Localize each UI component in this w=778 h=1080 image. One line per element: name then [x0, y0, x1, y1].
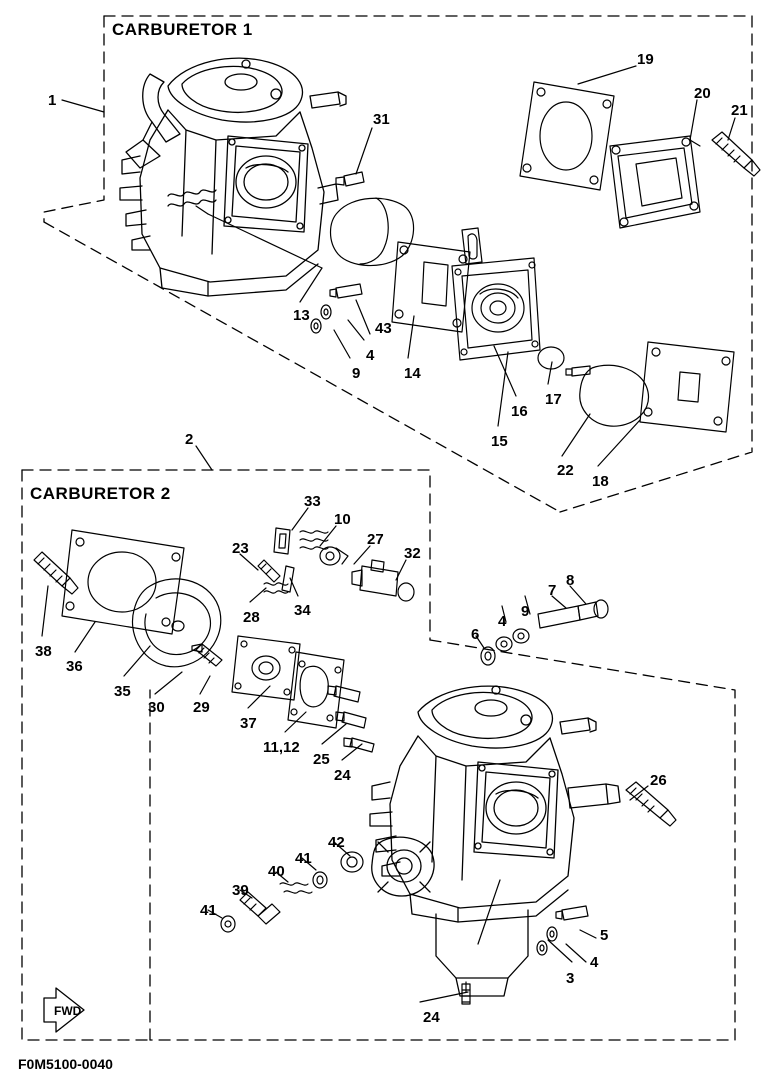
callout-35[interactable]: 35 [114, 683, 131, 700]
carburetor-2-body [370, 686, 620, 996]
callout-9-upper[interactable]: 9 [352, 365, 361, 382]
callout-33[interactable]: 33 [304, 493, 321, 510]
fwd-label: FWD [54, 1004, 82, 1018]
callout-39[interactable]: 39 [232, 882, 249, 899]
part-31-screw [336, 172, 364, 186]
group-title-carburetor-1: CARBURETOR 1 [112, 20, 253, 39]
part-36-gasket [62, 530, 184, 634]
callout-3[interactable]: 3 [566, 970, 575, 987]
part-29-bolt [192, 644, 222, 666]
callout-17[interactable]: 17 [545, 391, 562, 408]
callout-14[interactable]: 14 [404, 365, 421, 382]
callout-37[interactable]: 37 [240, 715, 257, 732]
group-1-boundary [44, 16, 752, 512]
callout-40[interactable]: 40 [268, 863, 285, 880]
callout-36[interactable]: 36 [66, 658, 83, 675]
callout-34[interactable]: 34 [294, 602, 311, 619]
callout-32[interactable]: 32 [404, 545, 421, 562]
callout-21[interactable]: 21 [731, 102, 748, 119]
parts-24-25-11-12-screws [328, 686, 374, 752]
callout-9-mid[interactable]: 9 [521, 603, 530, 620]
callout-13[interactable]: 13 [293, 307, 310, 324]
carburetor-1-body [120, 58, 346, 296]
callout-41-upper[interactable]: 41 [295, 850, 312, 867]
callout-15[interactable]: 15 [491, 433, 508, 450]
callout-31[interactable]: 31 [373, 111, 390, 128]
callout-19[interactable]: 19 [637, 51, 654, 68]
callout-4-mid[interactable]: 4 [498, 613, 507, 630]
part-19-gasket [520, 82, 614, 190]
callout-10[interactable]: 10 [334, 511, 351, 528]
callout-11-12[interactable]: 11,12 [263, 739, 300, 756]
callout-30[interactable]: 30 [148, 699, 165, 716]
callout-5[interactable]: 5 [600, 927, 609, 944]
callout-22[interactable]: 22 [557, 462, 574, 479]
callout-23[interactable]: 23 [232, 540, 249, 557]
callout-25[interactable]: 25 [313, 751, 330, 768]
callout-27[interactable]: 27 [367, 531, 384, 548]
part-14-gasket [392, 242, 470, 332]
callout-41-lower[interactable]: 41 [200, 902, 217, 919]
group-title-carburetor-2: CARBURETOR 2 [30, 484, 171, 503]
group-2-boundary [22, 470, 735, 1040]
part-18-cover-plate [640, 342, 734, 432]
callout-2[interactable]: 2 [185, 431, 194, 448]
callout-28[interactable]: 28 [243, 609, 260, 626]
callout-18[interactable]: 18 [592, 473, 609, 490]
callout-43[interactable]: 43 [375, 320, 392, 337]
leader-lines-group-1 [62, 66, 735, 466]
parts-6-9-4-7-8 [481, 600, 608, 665]
parts-43-4-9-jets [311, 284, 362, 333]
callout-4-upper[interactable]: 4 [366, 347, 375, 364]
callout-42[interactable]: 42 [328, 834, 345, 851]
callout-4-lower[interactable]: 4 [590, 954, 599, 971]
part-21-bolt [712, 132, 760, 176]
callout-29[interactable]: 29 [193, 699, 210, 716]
callout-8[interactable]: 8 [566, 572, 575, 589]
part-22-screw [566, 366, 590, 376]
document-code: F0M5100-0040 [18, 1056, 113, 1072]
callout-26[interactable]: 26 [650, 772, 667, 789]
callout-1[interactable]: 1 [48, 92, 57, 109]
part-20-plate [610, 136, 700, 228]
callout-38[interactable]: 38 [35, 643, 52, 660]
callout-7[interactable]: 7 [548, 582, 557, 599]
callout-20[interactable]: 20 [694, 85, 711, 102]
callout-6[interactable]: 6 [471, 626, 480, 643]
callout-16[interactable]: 16 [511, 403, 528, 420]
small-hardware-cluster [258, 528, 414, 601]
callout-24-lower[interactable]: 24 [423, 1009, 440, 1026]
part-13-diaphragm [331, 198, 414, 266]
part-38-bolt [34, 552, 78, 594]
callout-24-upper[interactable]: 24 [334, 767, 351, 784]
